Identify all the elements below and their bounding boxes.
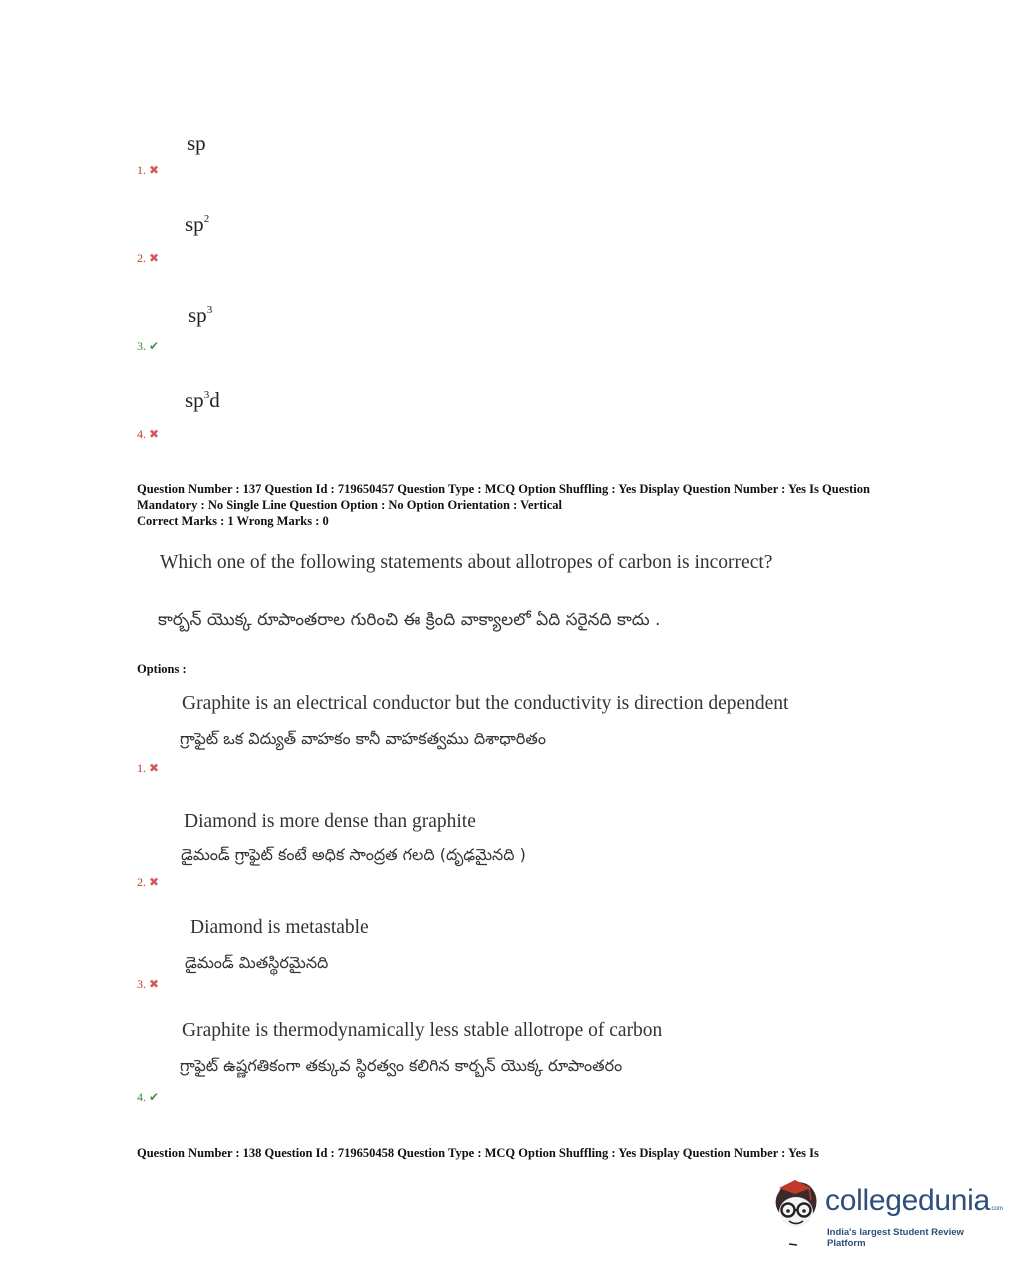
option-3-text-te: డైమండ్ మితస్థిరమైనది	[185, 953, 329, 972]
option-1-number: 1. ✖	[137, 761, 160, 775]
logo-wordmark: collegedunia	[825, 1184, 990, 1217]
wrong-mark-icon: ✖	[149, 251, 160, 265]
prev-option-1-text: sp	[187, 131, 206, 155]
next-question-meta: Question Number : 138 Question Id : 719650458 Question Type : MCQ Option Shuffling : Yes Display Question Number : Yes Is	[137, 1146, 819, 1160]
wrong-mark-icon: ✖	[149, 163, 160, 177]
logo-tagline: India's largest Student Review Platform	[827, 1227, 964, 1249]
prev-option-1-number: 1. ✖	[137, 163, 160, 177]
collegedunia-logo	[765, 1178, 1003, 1249]
options-label: Options :	[137, 662, 187, 676]
question-text-te: కార్బన్ యొక్క రూపాంతరాల గురించి ఈ క్రింది వాక్యాలలో ఏది సరైనది కాదు .	[158, 610, 661, 630]
prev-option-3-text: $sp^3$	[188, 303, 213, 327]
wrong-mark-icon: ✖	[149, 875, 160, 889]
option-2-number: 2. ✖	[137, 875, 160, 889]
check-mark-icon: ✔	[149, 339, 160, 353]
option-4-text-te: గ్రాఫైట్ ఉష్ణగతికంగా తక్కువ స్థిరత్వం కలిగిన కార్బన్ యొక్క రూపాంతరం	[180, 1056, 623, 1075]
logo-com: .com	[989, 1206, 1003, 1212]
prev-option-4-number: 4. ✖	[137, 427, 160, 441]
option-3-number: 3. ✖	[137, 977, 160, 991]
prev-option-3-number: 3. ✔	[137, 339, 160, 353]
mascot-icon	[765, 1178, 827, 1248]
option-1-text-te: గ్రాఫైట్ ఒక విద్యుత్ వాహకం కానీ వాహకత్వము దిశాధారితం	[180, 729, 546, 748]
option-2-text-te: డైమండ్ గ్రాఫైట్ కంటే అధిక సాంద్రత గలది (దృఢమైనది )	[181, 845, 526, 864]
prev-option-2-text: $sp^2$	[185, 212, 210, 236]
option-4-text-en: Graphite is thermodynamically less stable allotrope of carbon	[182, 1020, 663, 1041]
wrong-mark-icon: ✖	[149, 977, 160, 991]
wrong-mark-icon: ✖	[149, 761, 160, 775]
option-4-number: 4. ✔	[137, 1090, 160, 1104]
option-2-text-en: Diamond is more dense than graphite	[184, 811, 476, 832]
option-3-text-en: Diamond is metastable	[190, 917, 369, 938]
question-text-en: Which one of the following statements about allotropes of carbon is incorrect?	[160, 552, 773, 573]
question-marks: Correct Marks : 1 Wrong Marks : 0	[137, 514, 329, 528]
question-meta: Question Number : 137 Question Id : 719650457 Question Type : MCQ Option Shuffling : Yes Display Question Number : Yes Is Question Mandatory : No Single Line Question Option : No Option Orientation : Vertical	[137, 482, 870, 512]
check-mark-icon: ✔	[149, 1090, 160, 1104]
option-1-text-en: Graphite is an electrical conductor but the conductivity is direction dependent	[182, 693, 789, 714]
wrong-mark-icon: ✖	[149, 427, 160, 441]
prev-option-2-number: 2. ✖	[137, 251, 160, 265]
prev-option-4-text: $sp^3d$	[185, 388, 220, 412]
